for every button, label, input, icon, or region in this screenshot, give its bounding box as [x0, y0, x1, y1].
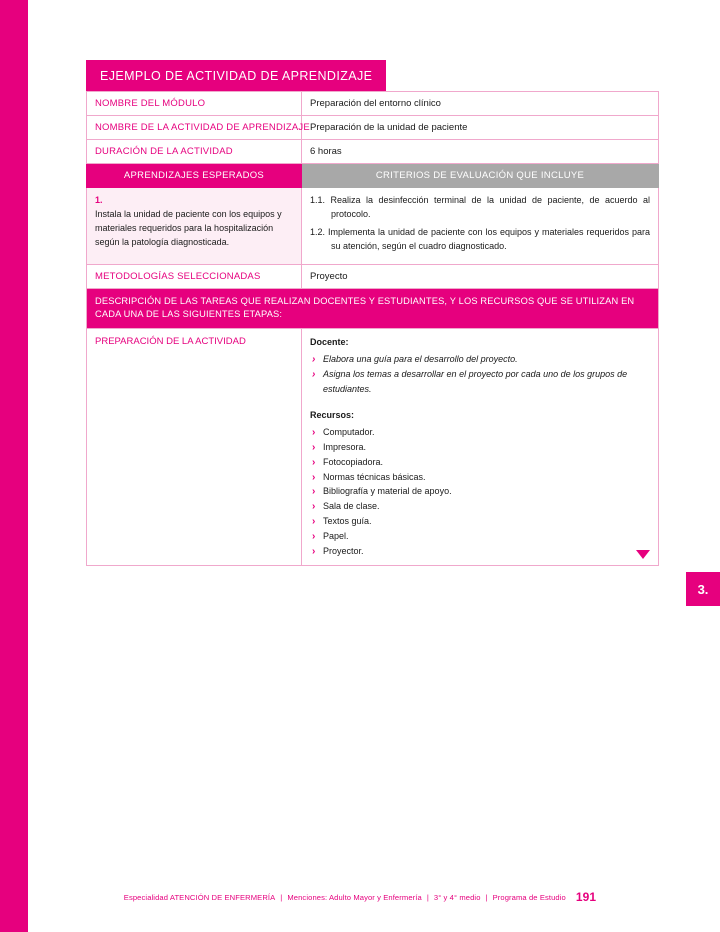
table-row	[87, 188, 659, 265]
tasks-description-banner: DESCRIPCIÓN DE LAS TAREAS QUE REALIZAN DOCENTES Y ESTUDIANTES, Y LOS RECURSOS QUE SE UTILIZAN EN CADA UNA DE LAS SIGUIENTES ETAPAS:	[87, 288, 659, 328]
activity-duration-label: DURACIÓN DE LA ACTIVIDAD	[87, 140, 302, 164]
list-item: › Impresora.	[310, 440, 650, 455]
table-row	[87, 328, 659, 565]
continues-arrow-icon	[636, 550, 650, 559]
table-row	[87, 92, 659, 116]
list-item: › Elabora una guía para el desarrollo del proyecto.	[310, 352, 650, 367]
learning-outcome-number: 1.	[95, 195, 103, 205]
footer-level: 3° y 4° medio	[433, 893, 481, 902]
page-title: EJEMPLO DE ACTIVIDAD DE APRENDIZAJE	[86, 60, 386, 91]
page-number: 191	[575, 890, 597, 904]
methodology-value: Proyecto	[302, 264, 659, 288]
methodology-label: METODOLOGÍAS SELECCIONADAS	[87, 264, 302, 288]
activity-name-value: Preparación de la unidad de paciente	[302, 116, 659, 140]
footer-mentions: Menciones: Adulto Mayor y Enfermería	[287, 893, 422, 902]
list-item: › Papel.	[310, 529, 650, 544]
table-header-row	[87, 164, 659, 188]
activity-table	[86, 91, 659, 566]
module-name-label: NOMBRE DEL MÓDULO	[87, 92, 302, 116]
learning-outcomes-header: APRENDIZAJES ESPERADOS	[87, 164, 302, 188]
list-item: › Textos guía.	[310, 514, 650, 529]
evaluation-criteria-cell	[302, 188, 659, 265]
teacher-heading: Docente:	[310, 336, 349, 347]
section-tab: 3.	[686, 572, 720, 606]
table-banner-row	[87, 288, 659, 328]
criterion-item: 1.1. Realiza la desinfección terminal de la unidad de paciente, de acuerdo al protocolo.	[310, 195, 650, 219]
page-footer: Especialidad ATENCIÓN DE ENFERMERÍA | Menciones: Adulto Mayor y Enfermería | 3° y 4° medio | Programa de Estudio 191	[123, 890, 597, 904]
list-item: › Proyector.	[310, 544, 650, 559]
footer-program: Programa de Estudio	[492, 893, 566, 902]
criterion-item: 1.2. Implementa la unidad de paciente con los equipos y materiales requeridos para su atención, según el cuadro diagnosticado.	[310, 226, 650, 251]
teacher-task-list	[310, 352, 650, 397]
activity-name-label: NOMBRE DE LA ACTIVIDAD DE APRENDIZAJE	[87, 116, 302, 140]
table-row	[87, 264, 659, 288]
list-item: › Fotocopiadora.	[310, 455, 650, 470]
list-item: › Bibliografía y material de apoyo.	[310, 484, 650, 499]
list-item: › Computador.	[310, 425, 650, 440]
left-margin-bar	[0, 0, 28, 932]
list-item: › Sala de clase.	[310, 499, 650, 514]
module-name-value: Preparación del entorno clínico	[302, 92, 659, 116]
stage-label: PREPARACIÓN DE LA ACTIVIDAD	[87, 328, 302, 565]
list-item: › Asigna los temas a desarrollar en el proyecto por cada uno de los grupos de estudiantes.	[310, 367, 650, 397]
evaluation-criteria-header: CRITERIOS DE EVALUACIÓN QUE INCLUYE	[302, 164, 659, 188]
list-item: › Normas técnicas básicas.	[310, 470, 650, 485]
learning-outcome-text: Instala la unidad de paciente con los equipos y materiales requeridos para la hospitalización según la patología diagnosticada.	[95, 208, 282, 247]
stage-content	[302, 328, 659, 565]
footer-specialty: Especialidad ATENCIÓN DE ENFERMERÍA	[123, 893, 276, 902]
resources-heading: Recursos:	[310, 409, 355, 420]
learning-outcome-cell	[87, 188, 302, 265]
activity-duration-value: 6 horas	[302, 140, 659, 164]
activity-sheet	[86, 60, 658, 566]
resources-list	[310, 425, 650, 559]
table-row	[87, 116, 659, 140]
table-row	[87, 140, 659, 164]
